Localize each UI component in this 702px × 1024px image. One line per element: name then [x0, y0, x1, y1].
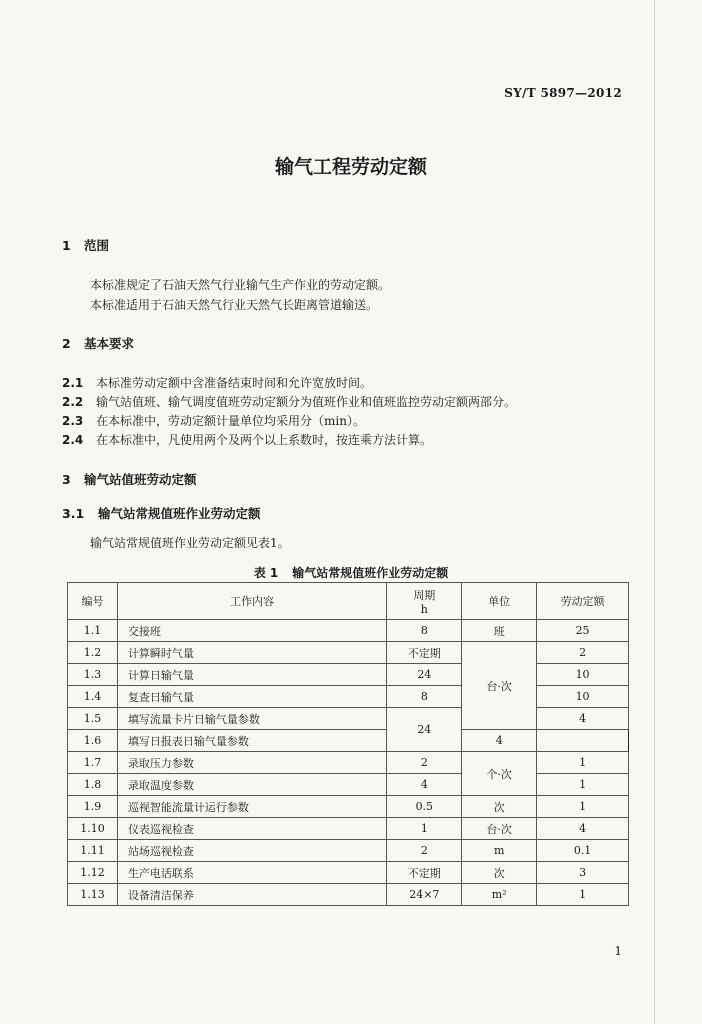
cell-no: 1.6 [68, 730, 118, 752]
table-row [68, 818, 629, 840]
cell-content: 计算日输气量 [117, 664, 386, 686]
cell-content: 填写日报表日输气量参数 [117, 730, 386, 752]
quota-table [67, 582, 629, 906]
cell-content: 巡视智能流量计运行参数 [117, 796, 386, 818]
cell-unit: 次 [462, 862, 537, 884]
clause-item [62, 374, 372, 391]
cell-quota: 1 [537, 774, 629, 796]
cell-quota: 3 [537, 862, 629, 884]
cell-no: 1.13 [68, 884, 118, 906]
paragraph: 本标准规定了石油天然气行业输气生产作业的劳动定额。 [90, 278, 391, 292]
cell-cycle-merged: 24 [387, 708, 462, 752]
table-row [68, 686, 629, 708]
cell-cycle: 24×7 [387, 884, 462, 906]
table-label: 表 1 [253, 566, 279, 580]
table-caption-text: 输气站常规值班作业劳动定额 [292, 566, 449, 580]
cell-no: 1.5 [68, 708, 118, 730]
cell-no: 1.11 [68, 840, 118, 862]
cell-unit: 次 [462, 796, 537, 818]
table-row [68, 796, 629, 818]
section-1-heading [62, 236, 109, 254]
clause-text: 输气站值班、输气调度值班劳动定额分为值班作业和值班监控劳动定额两部分。 [96, 395, 517, 409]
table-row [68, 884, 629, 906]
cell-content: 录取温度参数 [117, 774, 386, 796]
cell-content: 交接班 [117, 620, 386, 642]
table-header-row [68, 583, 629, 620]
section-number: 3 [62, 472, 71, 487]
cell-unit: 班 [462, 620, 537, 642]
cell-content: 站场巡视检查 [117, 840, 386, 862]
subsection-number: 3.1 [62, 506, 85, 521]
cell-cycle: 0.5 [387, 796, 462, 818]
clause-item [62, 412, 365, 429]
cell-unit-merged: 个·次 [462, 752, 537, 796]
clause-text: 在本标准中，劳动定额计量单位均采用分（min）。 [96, 414, 365, 428]
header-cycle-label: 周期 [413, 588, 436, 602]
table-row [68, 664, 629, 686]
table-row [68, 752, 629, 774]
cell-no: 1.2 [68, 642, 118, 664]
cell-quota: 25 [537, 620, 629, 642]
subsection-3-1-heading [62, 504, 261, 522]
table-row [68, 620, 629, 642]
cell-no: 1.4 [68, 686, 118, 708]
page-number: 1 [614, 944, 622, 958]
cell-content: 录取压力参数 [117, 752, 386, 774]
clause-number: 2.1 [62, 376, 84, 390]
table-row [68, 708, 629, 730]
cell-unit: m² [462, 884, 537, 906]
cell-no: 1.12 [68, 862, 118, 884]
standard-code: SY/T 5897—2012 [504, 86, 622, 100]
cell-quota: 4 [537, 818, 629, 840]
header-cycle [387, 583, 462, 620]
cell-quota: 10 [537, 686, 629, 708]
cell-content: 设备清洁保养 [117, 884, 386, 906]
paragraph: 输气站常规值班作业劳动定额见表1。 [90, 536, 290, 550]
cell-content: 填写流量卡片日输气量参数 [117, 708, 386, 730]
table-row [68, 840, 629, 862]
cell-quota: 1 [537, 752, 629, 774]
paragraph: 本标准适用于石油天然气行业天然气长距离管道输送。 [90, 298, 379, 312]
cell-unit: m [462, 840, 537, 862]
cell-no: 1.8 [68, 774, 118, 796]
cell-content: 复查日输气量 [117, 686, 386, 708]
header-no: 编号 [68, 583, 118, 620]
cell-cycle: 4 [387, 774, 462, 796]
cell-unit: 台·次 [462, 818, 537, 840]
cell-unit-merged: 台·次 [462, 642, 537, 730]
clause-item [62, 393, 516, 410]
clause-text: 在本标准中，凡使用两个及两个以上系数时，按连乘方法计算。 [96, 433, 433, 447]
cell-content: 计算瞬时气量 [117, 642, 386, 664]
cell-quota: 10 [537, 664, 629, 686]
cell-no: 1.1 [68, 620, 118, 642]
section-2-heading [62, 334, 134, 352]
cell-quota: 0.1 [537, 840, 629, 862]
table-row [68, 642, 629, 664]
table-row [68, 774, 629, 796]
section-title: 基本要求 [84, 336, 135, 351]
cell-cycle: 8 [387, 686, 462, 708]
cell-cycle: 1 [387, 818, 462, 840]
table-row [68, 862, 629, 884]
section-number: 1 [62, 238, 71, 253]
cell-cycle: 24 [387, 664, 462, 686]
cell-quota: 4 [537, 708, 629, 730]
header-content: 工作内容 [117, 583, 386, 620]
section-title: 输气站值班劳动定额 [84, 472, 197, 487]
clause-number: 2.2 [62, 395, 84, 409]
cell-no: 1.7 [68, 752, 118, 774]
header-cycle-unit: h [420, 602, 428, 616]
cell-no: 1.3 [68, 664, 118, 686]
cell-cycle: 8 [387, 620, 462, 642]
cell-cycle: 不定期 [387, 862, 462, 884]
cell-quota: 4 [462, 730, 537, 752]
cell-cycle: 不定期 [387, 642, 462, 664]
section-3-heading [62, 470, 197, 488]
clause-number: 2.4 [62, 433, 84, 447]
cell-content: 生产电话联系 [117, 862, 386, 884]
header-quota: 劳动定额 [537, 583, 629, 620]
cell-no: 1.10 [68, 818, 118, 840]
cell-cycle: 2 [387, 840, 462, 862]
clause-text: 本标准劳动定额中含准备结束时间和允许宽放时间。 [96, 376, 373, 390]
section-number: 2 [62, 336, 71, 351]
cell-cycle: 2 [387, 752, 462, 774]
cell-quota: 1 [537, 884, 629, 906]
table-row [68, 730, 629, 752]
clause-number: 2.3 [62, 414, 84, 428]
cell-content: 仪表巡视检查 [117, 818, 386, 840]
cell-quota: 2 [537, 642, 629, 664]
section-title: 范围 [84, 238, 110, 253]
document-title: 输气工程劳动定额 [274, 156, 427, 178]
cell-quota: 1 [537, 796, 629, 818]
table-caption [0, 564, 702, 581]
cell-no: 1.9 [68, 796, 118, 818]
clause-item [62, 431, 432, 448]
header-unit: 单位 [462, 583, 537, 620]
subsection-title: 输气站常规值班作业劳动定额 [98, 506, 261, 521]
